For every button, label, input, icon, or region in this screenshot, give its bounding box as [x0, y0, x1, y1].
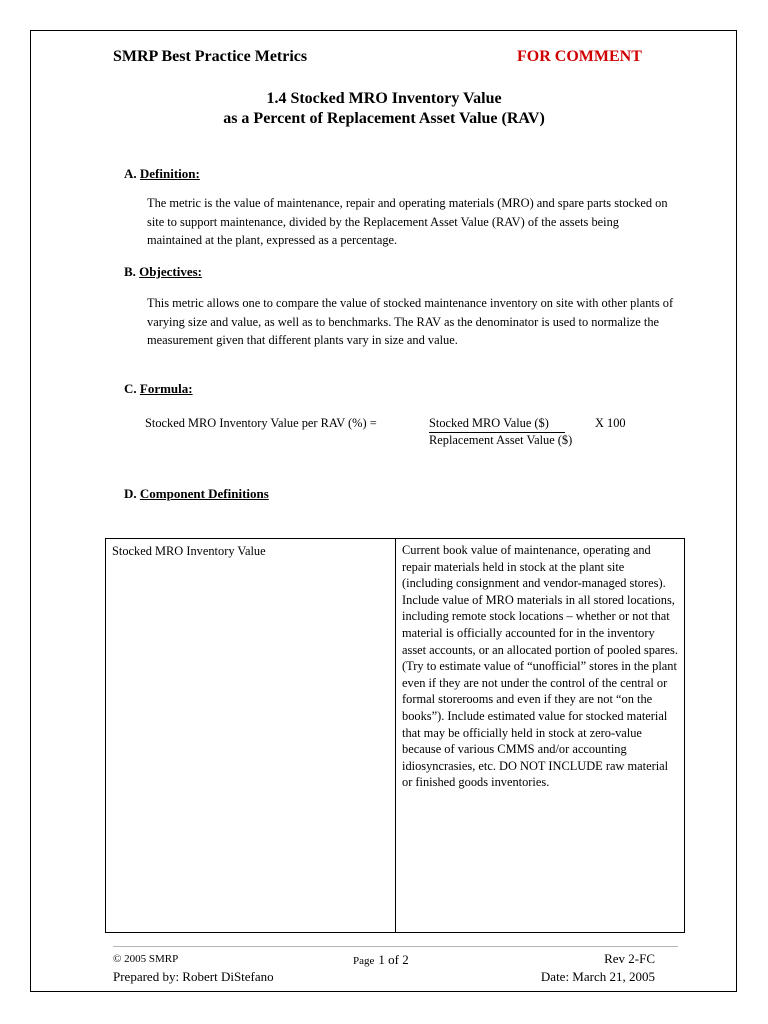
footer-page-number: 1 of 2	[378, 952, 409, 967]
section-d-heading	[124, 486, 269, 502]
definition-paragraph: The metric is the value of maintenance, repair and operating materials (MRO) and spare parts stocked on site to support maintenance, divided by the Replacement Asset Value (RAV) of the assets being maintained at the plant, expressed as a percentage.	[147, 196, 668, 247]
section-c-title: Formula:	[139, 381, 193, 396]
footer-revision: Rev 2-FC	[604, 951, 655, 966]
footer-prepared-by: Prepared by: Robert DiStefano	[113, 969, 274, 984]
formula-numerator: Stocked MRO Value ($)	[429, 416, 549, 430]
footer-copyright: © 2005 SMRP	[113, 953, 179, 965]
table-row	[106, 539, 685, 933]
section-a-heading	[124, 166, 200, 182]
component-definitions-table	[105, 538, 685, 933]
page-title: 1.4 Stocked MRO Inventory Value	[266, 90, 502, 107]
formula-denominator: Replacement Asset Value ($)	[429, 433, 573, 447]
section-b-title: Objectives:	[139, 264, 202, 279]
section-c-letter: C.	[124, 381, 137, 396]
component-definition-cell: Current book value of maintenance, operating and repair materials held in stock at the plant site (including consignment and vendor-managed stores). Include value of MRO materials in all stored locations, including remote stock locations – whether or not that material is officially accounted for in the inventory asset accounts, or an allocated portion of pooled spares. (Try to estimate value of “unofficial” stores in the plant even if they are not under the control of the central or formal storerooms and even if they are not “on the books”). Include estimated value for stocked material that may be officially held in stock at zero-value because of various CMMS and/or accounting idiosyncrasies, etc. DO NOT INCLUDE raw material or finished goods inventories.	[396, 539, 685, 933]
section-d-title: Component Definitions	[139, 486, 269, 501]
footer-divider	[113, 946, 678, 947]
formula-multiplier: X 100	[595, 416, 626, 430]
formula-lhs: Stocked MRO Inventory Value per RAV (%) =	[145, 416, 377, 430]
section-a-title: Definition:	[139, 166, 200, 181]
document-series-title: SMRP Best Practice Metrics	[113, 48, 308, 65]
section-b-heading	[124, 264, 202, 280]
footer-page-indicator	[353, 951, 409, 969]
section-d-letter: D.	[124, 486, 137, 501]
objectives-paragraph: This metric allows one to compare the value of stocked maintenance inventory on site with other plants of varying size and value, as well as to benchmarks. The RAV as the denominator is used to normalize the measurement given that different plants vary in size and value.	[147, 296, 674, 347]
status-label: FOR COMMENT	[517, 48, 642, 65]
section-b-letter: B.	[124, 264, 136, 279]
footer-date: Date: March 21, 2005	[540, 969, 655, 984]
footer-page-prefix: Page	[353, 955, 375, 967]
component-term-cell: Stocked MRO Inventory Value	[106, 539, 396, 933]
page-subtitle: as a Percent of Replacement Asset Value (RAV)	[223, 110, 545, 127]
section-a-letter: A.	[124, 166, 137, 181]
section-c-heading	[124, 381, 193, 397]
